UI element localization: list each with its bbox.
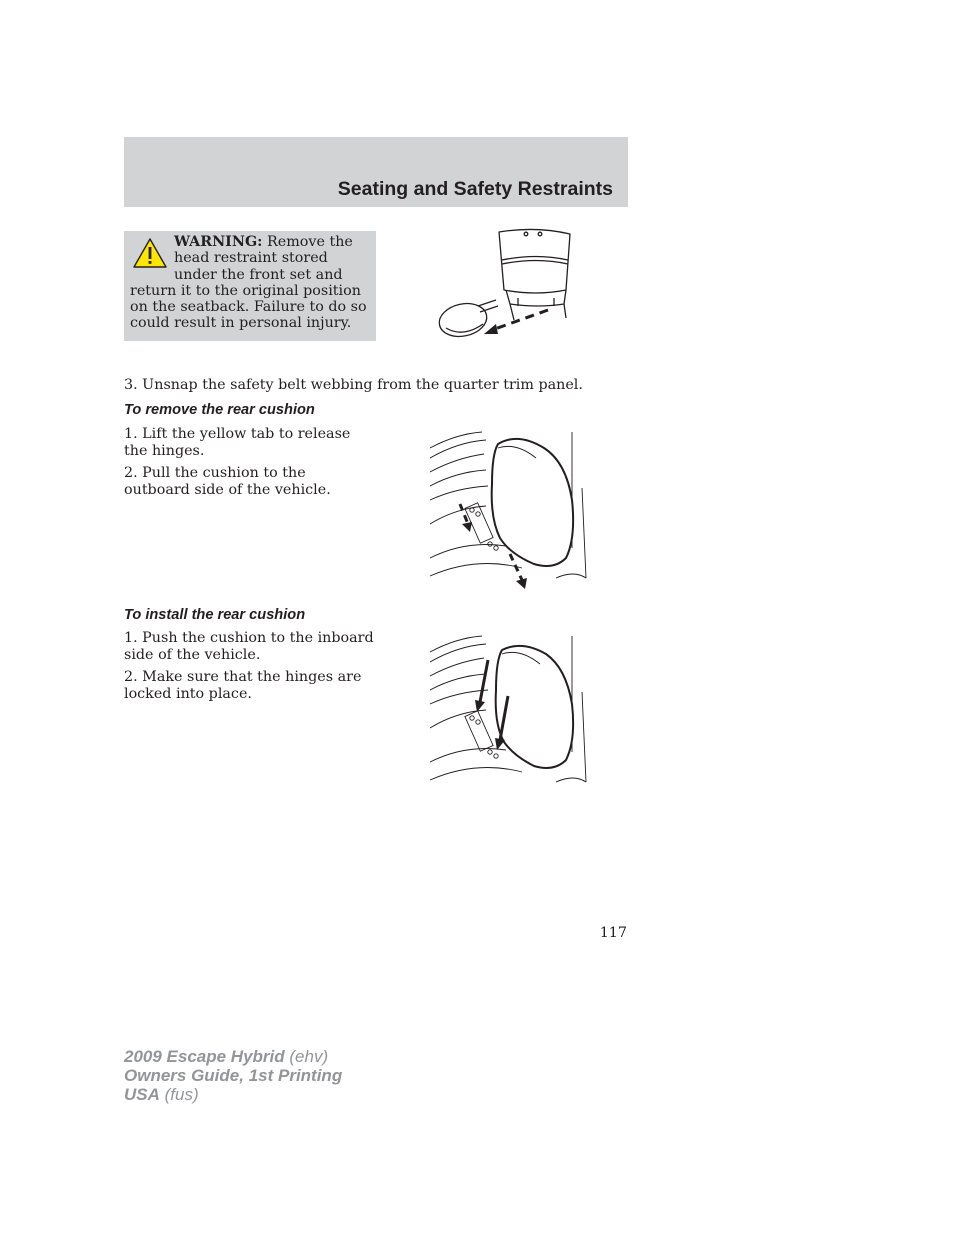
footer-market-code: (fus) [159, 1085, 199, 1104]
remove-step-1: 1. Lift the yellow tab to release the hinges. [124, 426, 351, 459]
footer-printing: Owners Guide, 1st Printing [124, 1066, 343, 1085]
remove-cushion-figure [426, 428, 590, 592]
install-section-heading: To install the rear cushion [124, 607, 306, 623]
warning-label: WARNING: [174, 234, 263, 250]
footer-line-3 [124, 1085, 342, 1104]
install-step-1: 1. Push the cushion to the inboard side of the vehicle. [124, 630, 374, 663]
footer-model: 2009 Escape Hybrid [124, 1047, 285, 1066]
warning-triangle-icon [132, 237, 168, 269]
section-header-bar [124, 137, 628, 207]
footer [124, 1047, 342, 1104]
install-step-2: 2. Make sure that the hinges are locked into place. [124, 669, 362, 702]
remove-steps [124, 426, 376, 504]
remove-step-2: 2. Pull the cushion to the outboard side of the vehicle. [124, 465, 331, 498]
page-number: 117 [599, 925, 627, 941]
footer-line-1 [124, 1047, 342, 1066]
install-cushion-figure [426, 632, 590, 790]
footer-line-2 [124, 1066, 342, 1085]
warning-text: Remove the head restraint stored under the front set and return it to the original position on the seatback. Failure to do so could result in personal injury. [130, 234, 367, 332]
head-restraint-figure [436, 226, 578, 344]
warning-box [124, 231, 376, 341]
step-3-text: 3. Unsnap the safety belt webbing from the quarter trim panel. [124, 377, 583, 393]
install-steps [124, 630, 376, 708]
section-title: Seating and Safety Restraints [337, 178, 613, 200]
footer-market: USA [124, 1085, 160, 1104]
footer-model-code: (ehv) [284, 1047, 329, 1066]
remove-section-heading: To remove the rear cushion [124, 402, 315, 418]
